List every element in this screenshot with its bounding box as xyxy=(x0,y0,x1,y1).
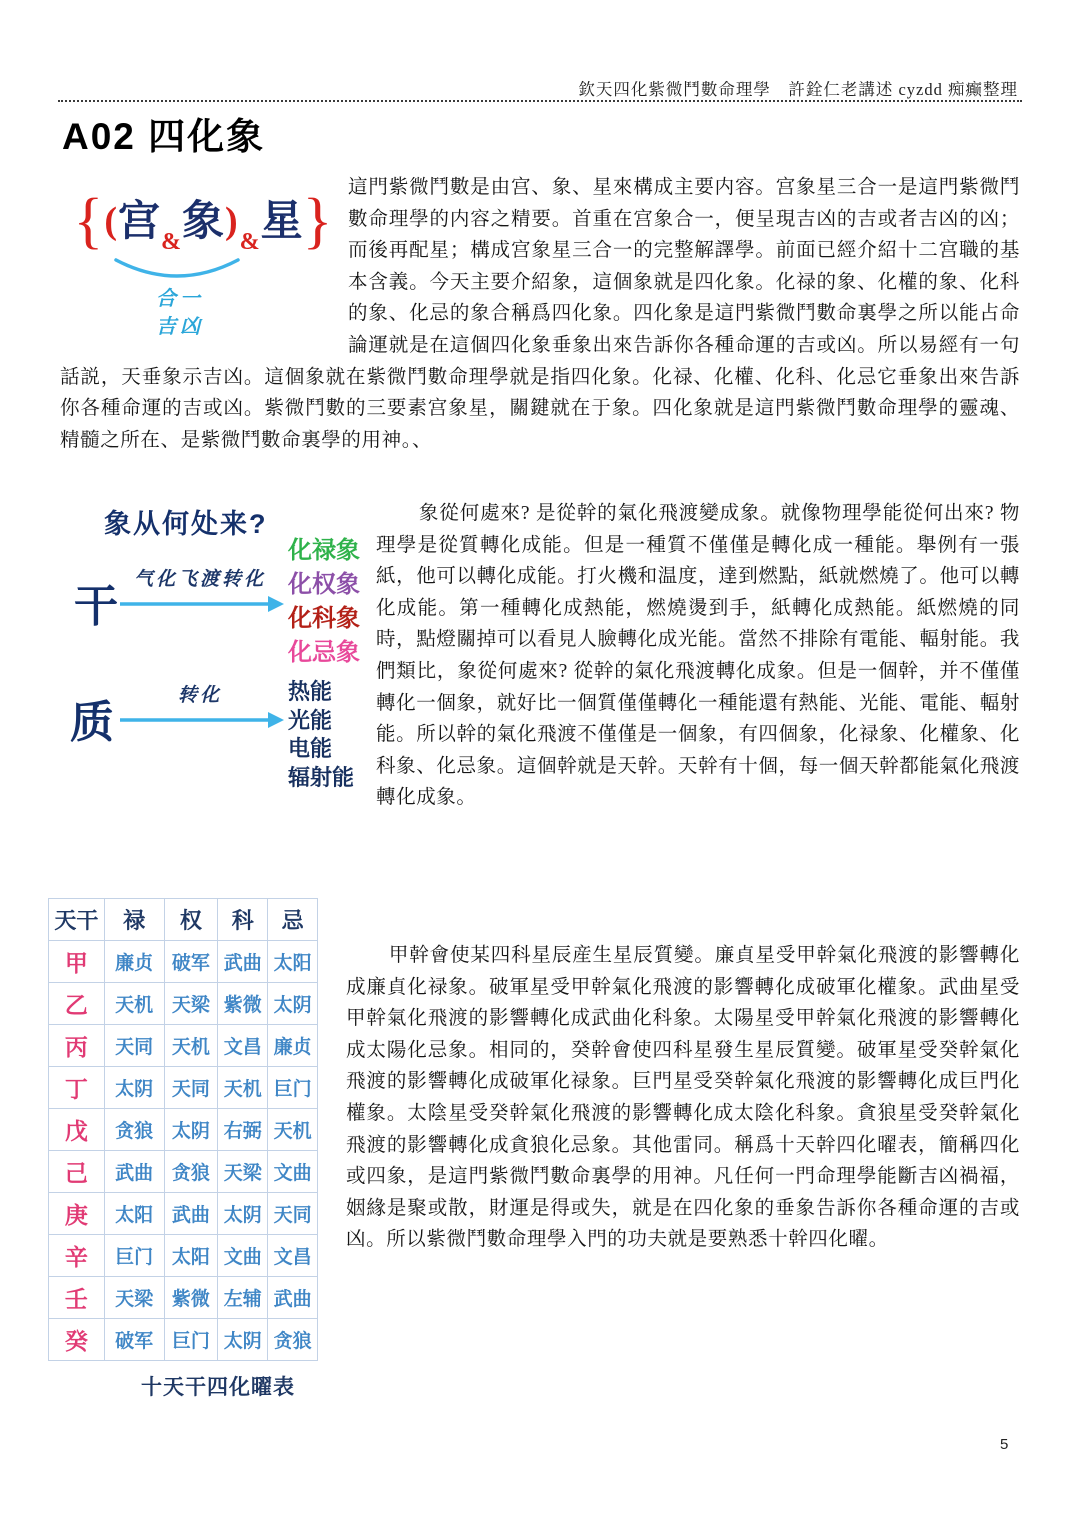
ampersand-2: & xyxy=(239,229,260,255)
source-gan: 干 xyxy=(74,582,118,631)
star-cell: 巨门 xyxy=(104,1235,164,1277)
star-cell: 太阴 xyxy=(164,1109,218,1151)
star-cell: 武曲 xyxy=(218,941,268,983)
word-xing: 星 xyxy=(260,197,303,244)
star-cell: 文昌 xyxy=(218,1025,268,1067)
energy-output-item: 光能 xyxy=(288,707,333,733)
star-cell: 天梁 xyxy=(218,1151,268,1193)
ten-stems-sihua-table xyxy=(48,898,318,1361)
star-cell: 天梁 xyxy=(164,983,218,1025)
star-cell: 天同 xyxy=(164,1067,218,1109)
table-row xyxy=(49,1067,318,1109)
star-cell: 紫微 xyxy=(164,1277,218,1319)
table-header-cell: 天干 xyxy=(49,899,105,941)
table-row xyxy=(49,1277,318,1319)
star-cell: 文曲 xyxy=(218,1235,268,1277)
stem-cell: 甲 xyxy=(49,941,105,983)
star-cell: 太阳 xyxy=(104,1193,164,1235)
star-cell: 天机 xyxy=(164,1025,218,1067)
xiang-origin-diagram xyxy=(60,498,362,798)
arrow2-label: 转化 xyxy=(177,685,222,706)
stem-cell: 壬 xyxy=(49,1277,105,1319)
star-cell: 贪狼 xyxy=(268,1319,318,1361)
word-xiang: 象 xyxy=(181,197,224,244)
stem-cell: 己 xyxy=(49,1151,105,1193)
table-header-cell: 忌 xyxy=(268,899,318,941)
stem-cell: 癸 xyxy=(49,1319,105,1361)
sihua-outputs-list xyxy=(288,534,360,670)
star-cell: 天机 xyxy=(268,1109,318,1151)
brace-formula xyxy=(72,182,334,260)
ampersand-1: & xyxy=(160,229,181,255)
paragraph-stems: 甲幹會使某四科星辰産生星辰質變。廉貞星受甲幹氣化飛渡的影響轉化成廉貞化禄象。破軍星受甲幹氣化飛渡的影響轉化成破軍化權象。武曲星受甲幹氣化飛渡的影響轉化成武曲化科象。太陽星受甲幹氣化飛渡的影響轉化成太陽化忌象。相同的，癸幹會使四科星發生星辰質變。破軍星受癸幹氣化飛渡的影響轉化成破軍化禄象。巨門星受癸幹氣化飛渡的影響轉化成巨門化權象。太陰星受癸幹氣化飛渡的影響轉化成太陰化科象。貪狼星受癸幹氣化飛渡的影響轉化成貪狼化忌象。其他雷同。稱爲十天幹四化曜表，簡稱四化或四象，是這門紫微鬥數命裏學的用神。凡任何一門命理學能斷吉凶禍福，姻緣是聚或散，財運是得或失，就是在四化象的垂象告訴你各種命運的吉或凶。所以紫微鬥數命理學入門的功夫就是要熟悉十幹四化曜。 xyxy=(346,945,1020,1251)
table-row xyxy=(49,1235,318,1277)
table-header-cell: 科 xyxy=(218,899,268,941)
table-header-cell: 禄 xyxy=(104,899,164,941)
energy-output-item: 辐射能 xyxy=(288,764,355,790)
star-cell: 巨门 xyxy=(164,1319,218,1361)
star-cell: 破军 xyxy=(104,1319,164,1361)
source-zhi: 质 xyxy=(70,698,114,747)
star-cell: 天机 xyxy=(218,1067,268,1109)
stem-cell: 戊 xyxy=(49,1109,105,1151)
star-cell: 天同 xyxy=(268,1193,318,1235)
underbrace-arc xyxy=(112,258,242,284)
sihua-output-item: 化权象 xyxy=(288,571,360,598)
star-cell: 太阴 xyxy=(104,1067,164,1109)
arrow1-label: 气化飞渡转化 xyxy=(133,569,266,590)
sihua-output-item: 化科象 xyxy=(288,605,360,632)
star-cell: 武曲 xyxy=(164,1193,218,1235)
left-brace: { xyxy=(73,187,104,255)
stem-cell: 丁 xyxy=(49,1067,105,1109)
stem-cell: 辛 xyxy=(49,1235,105,1277)
star-cell: 文曲 xyxy=(268,1151,318,1193)
arrow-icon xyxy=(118,710,286,730)
paragraph-intro: 這門紫微鬥數是由宫、象、星來構成主要内容。宫象星三合一是這門紫微鬥數命理學的内容之精要。首重在宫象合一，便呈現吉凶的吉或者吉凶的凶；而後再配星；構成宫象星三合一的完整解譯學。前面已經介紹十二宫職的基本含義。今天主要介紹象，這個象就是四化象。化禄的象、化權的象、化科的象、化忌的象合稱爲四化象。四化象是這門紫微鬥數命裏學之所以能占命論運就是在這個四化象垂象出來告訴你各種命運的吉或凶。所以易經有一句話説，天垂象示吉凶。這個象就在紫微鬥數命理學就是指四化象。化禄、化權、化科、化忌它垂象出來告訴你各種命運的吉或凶。紫微鬥數的三要素宫象星，關鍵就在于象。四化象就是這門紫微鬥數命理學的靈魂、精髓之所在、是紫微鬥數命裏學的用神。、 xyxy=(60,177,1020,451)
star-cell: 太阳 xyxy=(164,1235,218,1277)
diagram-title: 象从何处来? xyxy=(104,509,268,539)
table-row xyxy=(49,1109,318,1151)
star-cell: 天机 xyxy=(104,983,164,1025)
star-cell: 天梁 xyxy=(104,1277,164,1319)
table-header-row xyxy=(49,899,318,941)
star-cell: 武曲 xyxy=(268,1277,318,1319)
star-cell: 右弼 xyxy=(218,1109,268,1151)
energy-output-item: 热能 xyxy=(288,679,333,704)
star-cell: 文昌 xyxy=(268,1235,318,1277)
arc-label-jixiong: 吉凶 xyxy=(156,316,204,338)
page-number: 5 xyxy=(1000,1436,1009,1453)
sihua-output-item: 化忌象 xyxy=(288,639,360,666)
gong-xiang-xing-diagram xyxy=(72,182,334,342)
section-intro xyxy=(60,172,1020,456)
paragraph-origin: 象從何處來? 是從幹的氣化飛渡變成象。就像物理學能從何出來? 物理學是從質轉化成能。但是一種質不僅僅是轉化成一種能。舉例有一張紙，他可以轉化成能。打火機和温度，達到燃點，紙就燃燒了。他可以轉化成能。第一種轉化成熱能，燃燒燙到手，紙轉化成熱能。紙燃燒的同時，點燈關掉可以看見人臉轉化成光能。當然不排除有電能、輻射能。我們類比，象從何處來? 從幹的氣化飛渡轉化成象。但是一個幹，并不僅僅轉化一個象，就好比一個質僅僅轉化一種能還有熱能、光能、電能、輻射能。所以幹的氣化飛渡不僅僅是一個象，有四個象，化禄象、化權象、化科象、化忌象。這個幹就是天幹。天幹有十個，每一個天幹都能氣化飛渡轉化成象。 xyxy=(376,503,1020,809)
table-row xyxy=(49,1193,318,1235)
table-caption: 十天干四化曜表 xyxy=(141,1376,295,1399)
star-cell: 巨门 xyxy=(268,1067,318,1109)
section-origin xyxy=(60,498,1020,814)
right-paren: ) xyxy=(225,200,238,242)
sihua-output-item: 化禄象 xyxy=(288,537,360,564)
star-cell: 贪狼 xyxy=(164,1151,218,1193)
star-cell: 破军 xyxy=(164,941,218,983)
star-cell: 太阳 xyxy=(268,941,318,983)
energy-output-item: 电能 xyxy=(288,736,333,761)
energy-outputs-list xyxy=(288,678,354,792)
star-cell: 太阴 xyxy=(218,1319,268,1361)
arrow-icon xyxy=(118,594,286,614)
sihua-table-block xyxy=(48,898,332,1401)
header-divider xyxy=(58,100,1022,102)
page-title: A02 四化象 xyxy=(62,116,266,157)
table-row xyxy=(49,1151,318,1193)
stem-cell: 乙 xyxy=(49,983,105,1025)
star-cell: 紫微 xyxy=(218,983,268,1025)
star-cell: 武曲 xyxy=(104,1151,164,1193)
table-header-cell: 权 xyxy=(164,899,218,941)
star-cell: 太阴 xyxy=(218,1193,268,1235)
star-cell: 贪狼 xyxy=(104,1109,164,1151)
header-meta-text: 欽天四化紫微鬥數命理學 許銓仁老講述 cyzdd 痴癫整理 xyxy=(578,80,1018,99)
arc-label-heyi: 合一 xyxy=(156,288,204,310)
table-row xyxy=(49,941,318,983)
star-cell: 太阴 xyxy=(268,983,318,1025)
star-cell: 天同 xyxy=(104,1025,164,1067)
table-row xyxy=(49,983,318,1025)
section-table xyxy=(48,898,1020,1401)
stem-cell: 庚 xyxy=(49,1193,105,1235)
left-paren: ( xyxy=(104,200,117,242)
right-brace: } xyxy=(302,187,333,255)
star-cell: 廉贞 xyxy=(104,941,164,983)
word-gong: 宫 xyxy=(117,197,160,244)
star-cell: 廉贞 xyxy=(268,1025,318,1067)
table-row xyxy=(49,1319,318,1361)
stem-cell: 丙 xyxy=(49,1025,105,1067)
table-row xyxy=(49,1025,318,1067)
star-cell: 左辅 xyxy=(218,1277,268,1319)
